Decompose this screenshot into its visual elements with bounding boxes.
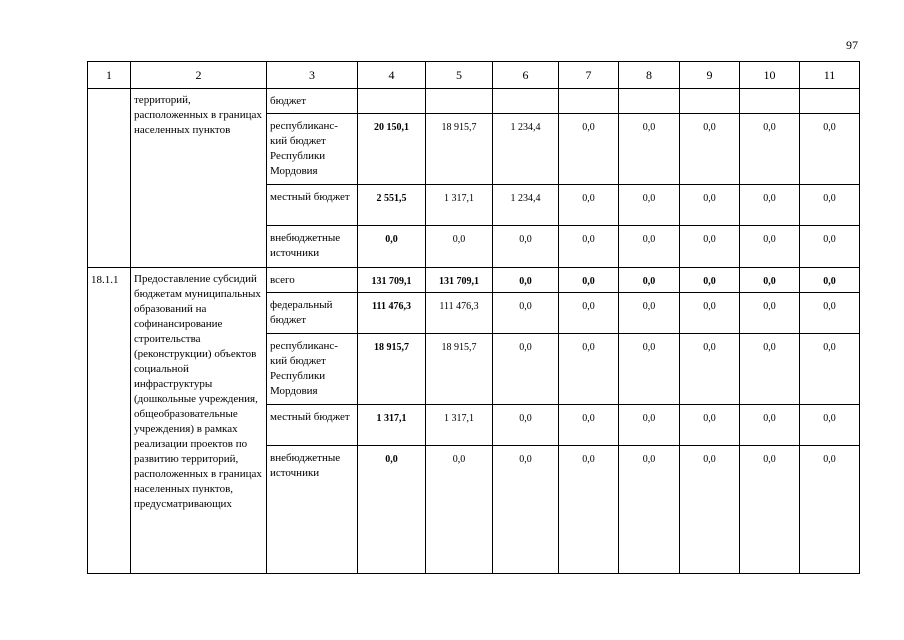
value-cell: 0,0 [800,226,860,268]
value-cell: 0,0 [619,185,680,226]
value-cell: 111 476,3 [358,293,426,334]
value-cell: 0,0 [559,446,619,574]
value-cell: 0,0 [800,114,860,185]
value-cell: 0,0 [493,405,559,446]
value-cell: 0,0 [740,293,800,334]
value-cell: 0,0 [680,405,740,446]
value-cell: 0,0 [740,405,800,446]
value-cell: 2 551,5 [358,185,426,226]
value-cell: 0,0 [426,226,493,268]
column-header: 6 [493,62,559,89]
value-cell: 0,0 [619,446,680,574]
value-cell: 0,0 [800,268,860,293]
column-header: 7 [559,62,619,89]
funding-source: местный бюджет [267,405,358,446]
value-cell: 0,0 [680,293,740,334]
table-row [88,268,860,293]
value-cell: 0,0 [680,446,740,574]
value-cell [426,89,493,114]
value-cell [358,89,426,114]
value-cell [740,89,800,114]
funding-source: федеральный бюджет [267,293,358,334]
header-row [88,62,860,89]
value-cell: 0,0 [680,268,740,293]
value-cell [493,89,559,114]
value-cell [619,89,680,114]
value-cell: 0,0 [358,446,426,574]
value-cell: 1 234,4 [493,185,559,226]
value-cell: 0,0 [800,446,860,574]
column-header: 11 [800,62,860,89]
column-header: 2 [131,62,267,89]
value-cell: 1 317,1 [358,405,426,446]
item-code: 18.1.1 [88,268,131,574]
value-cell: 0,0 [358,226,426,268]
value-cell: 0,0 [426,446,493,574]
value-cell: 0,0 [740,114,800,185]
value-cell: 0,0 [740,334,800,405]
item-name: территорий, расположенных в границах населенных пунктов [131,89,267,268]
value-cell: 20 150,1 [358,114,426,185]
item-code [88,89,131,268]
value-cell: 0,0 [619,405,680,446]
value-cell: 18 915,7 [358,334,426,405]
value-cell: 0,0 [559,293,619,334]
value-cell: 131 709,1 [426,268,493,293]
table-row [88,89,860,114]
value-cell: 0,0 [800,405,860,446]
value-cell: 0,0 [493,226,559,268]
column-header: 9 [680,62,740,89]
value-cell: 0,0 [680,226,740,268]
budget-table [87,61,860,574]
column-header: 8 [619,62,680,89]
funding-source: внебюджетные источники [267,446,358,574]
value-cell: 0,0 [619,226,680,268]
value-cell: 0,0 [559,405,619,446]
column-header: 1 [88,62,131,89]
page-number: 97 [846,38,858,52]
funding-source: внебюджетные источники [267,226,358,268]
value-cell: 111 476,3 [426,293,493,334]
value-cell: 0,0 [559,268,619,293]
value-cell: 0,0 [800,293,860,334]
value-cell: 0,0 [559,226,619,268]
value-cell: 0,0 [559,114,619,185]
value-cell: 0,0 [680,334,740,405]
value-cell: 0,0 [680,185,740,226]
column-header: 5 [426,62,493,89]
value-cell: 0,0 [740,185,800,226]
value-cell: 1 234,4 [493,114,559,185]
value-cell: 0,0 [740,268,800,293]
value-cell: 131 709,1 [358,268,426,293]
value-cell: 0,0 [740,446,800,574]
value-cell: 0,0 [559,185,619,226]
value-cell [559,89,619,114]
value-cell: 0,0 [800,185,860,226]
value-cell: 18 915,7 [426,334,493,405]
value-cell: 0,0 [619,334,680,405]
value-cell: 0,0 [680,114,740,185]
value-cell: 0,0 [559,334,619,405]
funding-source: местный бюджет [267,185,358,226]
funding-source: всего [267,268,358,293]
funding-source: республиканс-кий бюджет Республики Мордовия [267,114,358,185]
column-header: 4 [358,62,426,89]
funding-source: бюджет [267,89,358,114]
value-cell [800,89,860,114]
value-cell: 0,0 [619,293,680,334]
funding-source: республиканс-кий бюджет Республики Мордовия [267,334,358,405]
value-cell: 1 317,1 [426,405,493,446]
value-cell: 18 915,7 [426,114,493,185]
item-name: Предоставление субсидий бюджетам муниципальных образований на софинансирование строительства (реконструкции) объектов социальной инфраструктуры (дошкольные учреждения, общеобразовательные учреждения) в рамках реализации проектов по развитию территорий, расположенных в границах населенных пунктов, предусматривающих [131,268,267,574]
value-cell: 0,0 [740,226,800,268]
value-cell: 0,0 [800,334,860,405]
column-header: 3 [267,62,358,89]
value-cell: 0,0 [493,446,559,574]
column-header: 10 [740,62,800,89]
value-cell: 0,0 [493,334,559,405]
value-cell: 1 317,1 [426,185,493,226]
value-cell: 0,0 [619,268,680,293]
value-cell [680,89,740,114]
value-cell: 0,0 [619,114,680,185]
value-cell: 0,0 [493,293,559,334]
value-cell: 0,0 [493,268,559,293]
